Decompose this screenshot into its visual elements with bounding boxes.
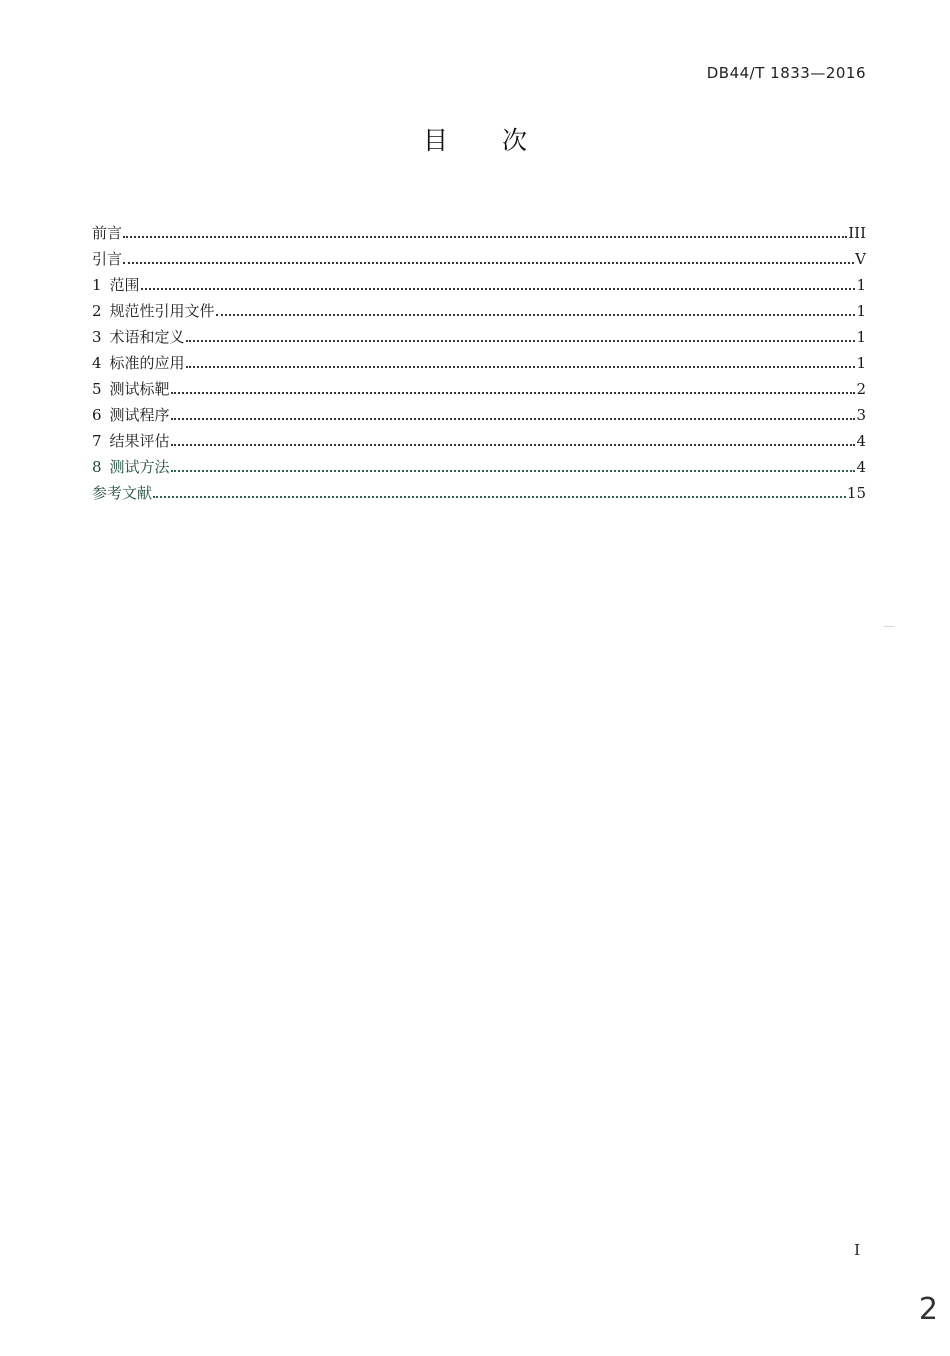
toc-entry-normative-references[interactable] (92, 298, 866, 324)
dot-leader (171, 444, 856, 446)
toc-entry-test-target[interactable] (92, 376, 866, 402)
toc-entry-number: 5 (92, 380, 102, 398)
dot-leader (171, 418, 856, 420)
toc-entry-page: 15 (846, 484, 866, 502)
toc-entry-label: 标准的应用 (109, 354, 185, 372)
table-of-contents (92, 220, 866, 506)
toc-entry-page: 1 (856, 354, 866, 372)
toc-entry-test-procedure[interactable] (92, 402, 866, 428)
dot-leader (186, 366, 856, 368)
toc-entry-label: 测试程序 (109, 406, 170, 424)
standard-code: DB44/T 1833—2016 (706, 64, 866, 82)
scan-page-number: 2 (918, 1292, 938, 1327)
toc-entry-number: 2 (92, 302, 102, 320)
toc-entry-bibliography[interactable] (92, 480, 866, 506)
toc-entry-page: V (855, 250, 866, 268)
toc-entry-foreword[interactable] (92, 220, 866, 246)
toc-entry-scope[interactable] (92, 272, 866, 298)
toc-entry-label: 范围 (109, 276, 140, 294)
dot-leader (153, 496, 846, 498)
toc-entry-label: 术语和定义 (109, 328, 185, 346)
dot-leader (141, 288, 856, 290)
toc-entry-test-methods[interactable] (92, 454, 866, 480)
toc-entry-page: 4 (856, 458, 866, 476)
toc-entry-result-evaluation[interactable] (92, 428, 866, 454)
toc-entry-label: 规范性引用文件 (109, 302, 215, 320)
scan-artifact (884, 626, 894, 627)
toc-entry-label: 测试标靶 (109, 380, 170, 398)
toc-entry-terms-definitions[interactable] (92, 324, 866, 350)
toc-entry-number: 7 (92, 432, 102, 450)
toc-entry-label: 引言 (92, 250, 123, 268)
dot-leader (186, 340, 856, 342)
toc-entry-application[interactable] (92, 350, 866, 376)
toc-entry-page: 1 (856, 302, 866, 320)
toc-entry-number: 4 (92, 354, 102, 372)
toc-entry-page: 2 (856, 380, 866, 398)
toc-entry-page: 4 (856, 432, 866, 450)
toc-entry-number: 8 (92, 458, 102, 476)
toc-entry-page: 3 (856, 406, 866, 424)
toc-entry-label: 结果评估 (109, 432, 170, 450)
toc-entry-introduction[interactable] (92, 246, 866, 272)
toc-entry-number: 1 (92, 276, 102, 294)
toc-entry-page: 1 (856, 276, 866, 294)
toc-entry-page: 1 (856, 328, 866, 346)
toc-title: 目次 (422, 126, 581, 155)
dot-leader (171, 392, 856, 394)
toc-entry-label: 前言 (92, 224, 123, 242)
dot-leader (123, 262, 854, 264)
page-number: I (854, 1241, 860, 1259)
dot-leader (123, 236, 847, 238)
dot-leader (216, 314, 856, 316)
toc-entry-label: 测试方法 (109, 458, 170, 476)
toc-entry-number: 3 (92, 328, 102, 346)
toc-entry-page: III (848, 224, 866, 242)
toc-entry-label: 参考文献 (92, 484, 153, 502)
toc-entry-number: 6 (92, 406, 102, 424)
dot-leader (171, 470, 856, 472)
